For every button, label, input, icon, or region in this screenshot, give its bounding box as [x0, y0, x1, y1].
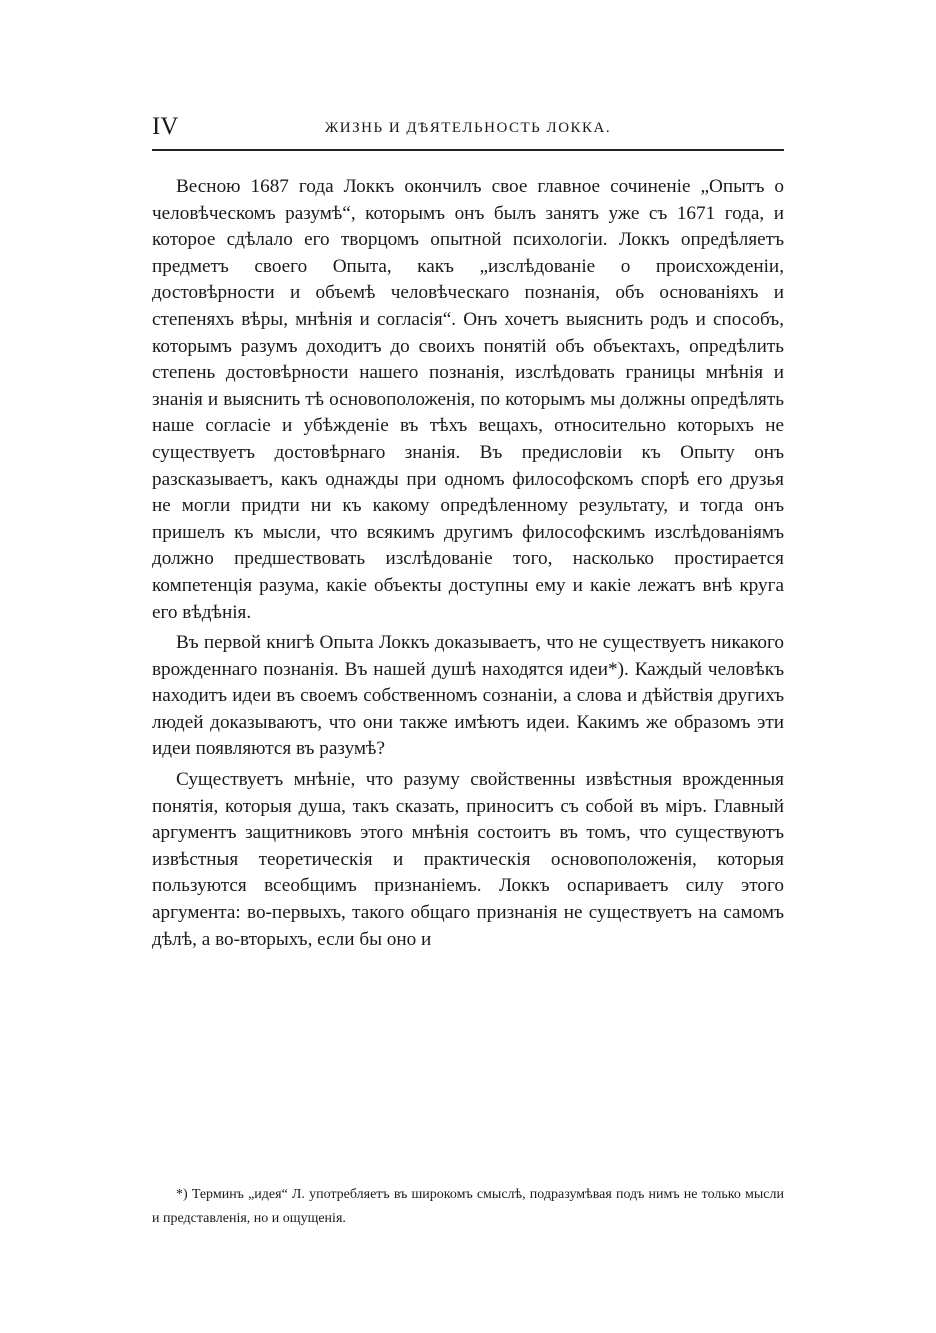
- paragraph: Существуетъ мнѣніе, что разуму свойственны извѣстныя врожденныя понятія, которыя душа, такъ сказать, приноситъ съ собой въ міръ. Главный аргументъ защитниковъ этого мнѣнія состоитъ въ томъ, что существуютъ извѣстныя теоретическія и практическія основоположенія, которыя пользуются всеобщимъ признаніемъ. Локкъ оспариваетъ силу этого аргумента: во-первыхъ, такого общаго признанія не существуетъ на самомъ дѣлѣ, а во-вторыхъ, если бы оно и: [152, 769, 784, 950]
- page-header: [152, 112, 784, 142]
- page-number: IV: [152, 113, 179, 140]
- running-title: ЖИЗНЬ И ДѢЯТЕЛЬНОСТЬ ЛОККА.: [324, 120, 612, 136]
- paragraph: Въ первой книгѣ Опыта Локкъ доказываетъ, что не существуетъ никакого врожденнаго познанія. Въ нашей душѣ находятся идеи*). Каждый человѣкъ находитъ идеи въ своемъ собственномъ сознаніи, а слова и дѣйствія другихъ людей доказываютъ, что они также имѣютъ идеи. Какимъ же образомъ эти идеи появляются въ разумѣ?: [152, 632, 784, 760]
- footnote: *) Терминъ „идея“ Л. употребляетъ въ широкомъ смыслѣ, подразумѣвая подъ нимъ не только мысли и представленія, но и ощущенія.: [152, 1187, 784, 1226]
- header-rule: [152, 149, 784, 151]
- paragraph: Весною 1687 года Локкъ окончилъ свое главное сочиненіе „Опытъ о человѣческомъ разумѣ“, которымъ онъ былъ занятъ уже съ 1671 года, и которое сдѣлало его творцомъ опытной психологіи. Локкъ опредѣляетъ предметъ своего Опыта, какъ „изслѣдованіе о происхожденіи, достовѣрности и объемѣ человѣческаго познанія, объ основаніяхъ и степеняхъ вѣры, мнѣнія и согласія“. Онъ хочетъ выяснить родъ и способъ, которымъ разумъ доходитъ до своихъ понятій объ объектахъ, опредѣлить степень достовѣрности нашего познанія, изслѣдовать границы мнѣнія и знанія и выяснить тѣ основоположенія, по которымъ мы должны опредѣлять наше согласіе и убѣжденіе въ тѣхъ вещахъ, относительно которыхъ не существуетъ достовѣрнаго знанія. Въ предисловіи къ Опыту онъ разсказываетъ, какъ однажды при одномъ философскомъ спорѣ его друзья не могли придти ни къ какому опредѣленному результату, и тогда онъ пришелъ къ мысли, что всякимъ другимъ философскимъ изслѣдованіямъ должно предшествовать изслѣдованіе того, насколько простирается компетенція разума, какіе объекты доступны ему и какіе лежатъ внѣ круга его вѣдѣнія.: [152, 176, 784, 623]
- body-text: [152, 174, 784, 957]
